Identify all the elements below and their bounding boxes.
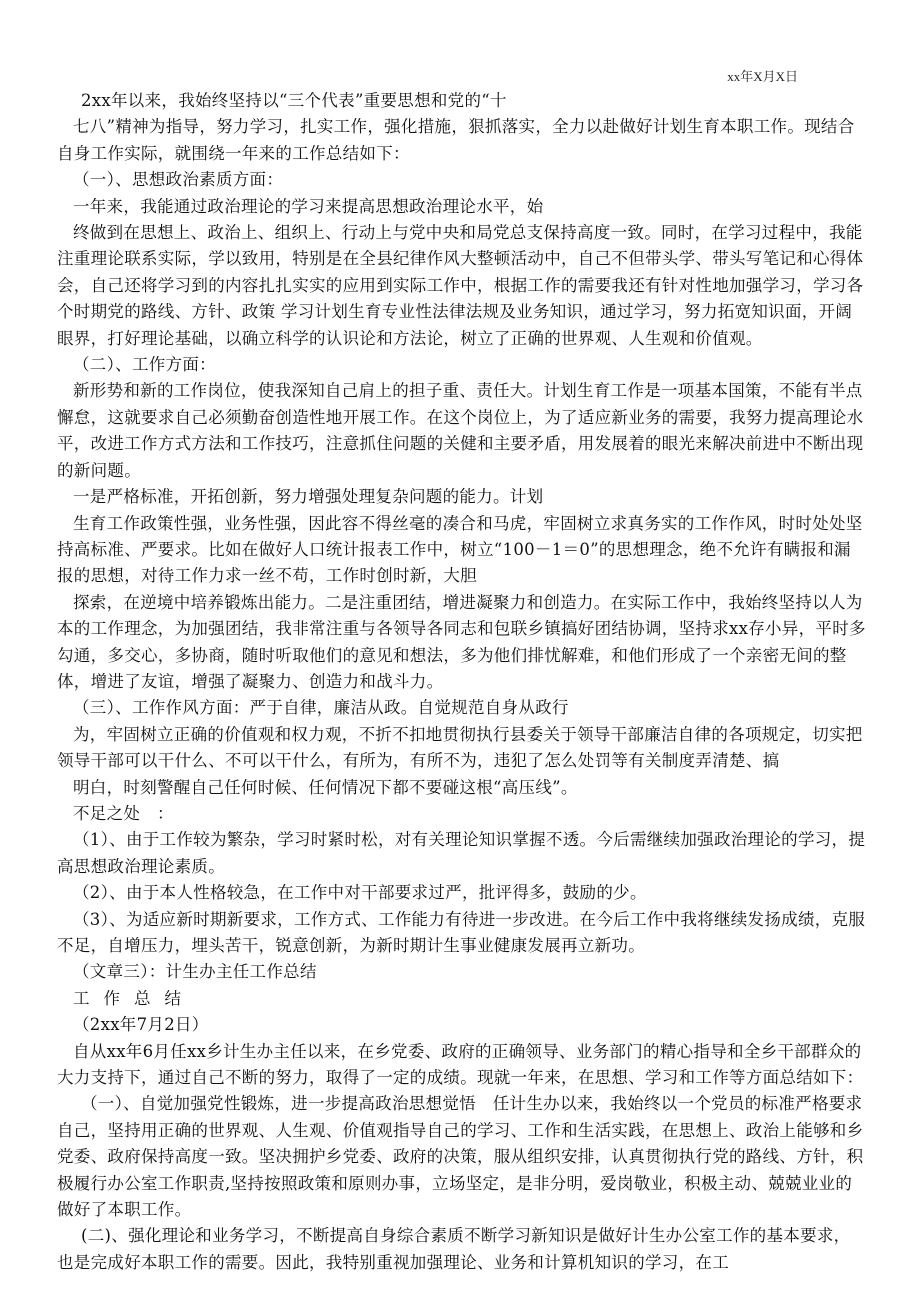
paragraph: 七八”精神为指导，努力学习，扎实工作，强化措施，狠抓落实，全力以赴做好计划生育本职工作。现结合自身工作实际，就围绕一年来的工作总结如下： bbox=[57, 117, 855, 163]
paragraph: 探索，在逆境中培养锻炼出能力。二是注重团结，增进凝聚力和创造力。在实际工作中，我始终坚持以人为本的工作理念，为加强团结，我非常注重与各领导各同志和包联乡镇搞好团结协调，坚持求xx存小异，平时多勾通，多交心，多协商，随时听取他们的意见和想法，多为他们排忧解难，和他们形成了一个亲密无间的整体，增进了友谊，增强了凝聚力、创造力和战斗力。 bbox=[57, 592, 866, 691]
paragraph: 生育工作政策性强，业务性强，因此容不得丝毫的凑合和马虎，牢固树立求真务实的工作作风，时时处处坚持高标准、严要求。比如在做好人口统计报表工作中，树立“100－1＝0”的思想理念，绝不允许有瞒报和漏报的思想，对待工作力求一丝不苟，工作时创时新，大胆 bbox=[57, 513, 863, 586]
document-body bbox=[57, 88, 867, 1276]
paragraph: 一是严格标准，开拓创新，努力增强处理复杂问题的能力。计划 bbox=[73, 487, 544, 507]
paragraph: （一）、自觉加强党性锻炼，进一步提高政治思想觉悟 任计生办以来，我始终以一个党员的标准严格要求自己，坚持用正确的世界观、人生观、价值观指导自己的学习、工作和生活实践，在思想上、政治上能够和乡党委、政府保持高度一致。坚决拥护乡党委、政府的决策，服从组织安排，认真贯彻执行党的路线、方针，积极履行办公室工作职责,坚持按照政策和原则办事，立场坚定，是非分明，爱岗敬业，积极主动、兢兢业业的做好了本职工作。 bbox=[57, 1094, 864, 1220]
paragraph: （3）、为适应新时期新要求，工作方式、工作能力有待进一步改进。在今后工作中我将继续发扬成绩，克服不足，自增压力，埋头苦干，锐意创新，为新时期计生事业健康发展再立新功。 bbox=[57, 909, 866, 955]
paragraph: 2xx年以来，我始终坚持以“三个代表”重要思想和党的“十 bbox=[81, 91, 507, 110]
paragraph: 不足之处 ： bbox=[73, 803, 174, 823]
paragraph: 终做到在思想上、政治上、组织上、行动上与党中央和局党总支保持高度一致。同时，在学习过程中，我能注重理论联系实际，学以致用，特别是在全县纪律作风大整顿活动中，自己不但带头学、带头写笔记和心得体会，自己还将学习到的内容扎扎实实的应用到实际工作中，根据工作的需要我还有针对性地加强学习，学习各个时期党的路线、方针、政策 学习计划生育专业性法律法规及业务知识，通过学习，努力拓宽知识面，开阔眼界，打好理论基础，以确立科学的认识论和方法论，树立了正确的世界观、人生观和价值观。 bbox=[57, 223, 864, 348]
paragraph: （2）、由于本人性格较急，在工作中对干部要求过严，批评得多，鼓励的少。 bbox=[73, 883, 647, 903]
paragraph: （二）、工作方面： bbox=[73, 355, 216, 375]
paragraph: （1）、由于工作较为繁杂，学习时紧时松，对有关理论知识掌握不透。今后需继续加强政治理论的学习，提高思想政治理论素质。 bbox=[57, 830, 866, 876]
paragraph: 为，牢固树立正确的价值观和权力观，不折不扣地贯彻执行县委关于领导干部廉洁自律的各项规定，切实把领导干部可以干什么、不可以干什么，有所为，有所不为，违犯了怎么处罚等有关制度弄清楚、搞 bbox=[57, 724, 863, 771]
paragraph: （三）、工作作风方面：严于自律，廉洁从政。自觉规范自身从政行 bbox=[73, 698, 569, 718]
paragraph: （2xx年7月2日） bbox=[73, 1015, 209, 1035]
paragraph: （文章三）：计生办主任工作总结 bbox=[73, 962, 317, 982]
paragraph: (二)、强化理论和业务学习，不断提高自身综合素质不断学习新知识是做好计生办公室工作的基本要求，也是完成好本职工作的需要。因此，我特别重视加强理论、业务和计算机知识的学习，在工 bbox=[57, 1226, 851, 1272]
paragraph: （一）、思想政治素质方面： bbox=[73, 170, 284, 190]
paragraph: 自从xx年6月任xx乡计生办主任以来，在乡党委、政府的正确领导、业务部门的精心指导和全乡干部群众的大力支持下，通过自己不断的努力，取得了一定的成绩。现就一年来，在思想、学习和工作等方面总结如下： bbox=[57, 1041, 864, 1088]
document-date: xx年X月X日 bbox=[727, 69, 798, 84]
paragraph: 明白，时刻警醒自己任何时候、任何情况下都不要碰这根“高压线”。 bbox=[73, 777, 578, 797]
paragraph: 工作总结 bbox=[73, 988, 195, 1008]
paragraph: 一年来，我能通过政治理论的学习来提高思想政治理论水平，始 bbox=[73, 196, 544, 216]
paragraph: 新形势和新的工作岗位，使我深知自己肩上的担子重、责任大。计划生育工作是一项基本国策，不能有半点懈怠，这就要求自己必须勤奋创造性地开展工作。在这个岗位上，为了适应新业务的需要，我努力提高理论水平，改进工作方式方法和工作技巧，注意抓住问题的关健和主要矛盾，用发展着的眼光来解决前进中不断出现的新问题。 bbox=[57, 381, 864, 480]
